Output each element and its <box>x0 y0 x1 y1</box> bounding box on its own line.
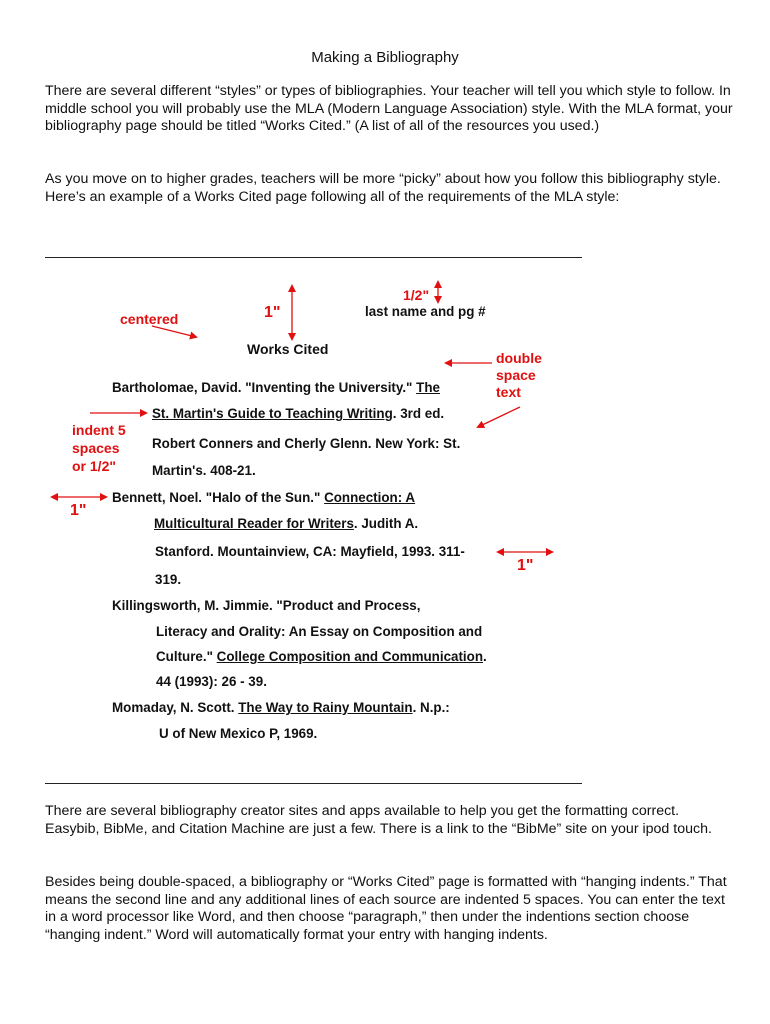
top-margin-annotation: 1" <box>264 304 281 321</box>
entry-1-line-3: Robert Conners and Cherly Glenn. New York: St. <box>152 436 461 451</box>
header-label: last name and pg # <box>365 304 486 319</box>
double-space-annotation-line-2: space <box>496 367 536 383</box>
intro-paragraph-2: As you move on to higher grades, teachers will be more “picky” about how you follow this bibliography style. Here’s an example of a Works Cited page following all of the requirements of the MLA style: <box>45 171 721 205</box>
entry-3-line-4: 44 (1993): 26 - 39. <box>156 674 267 689</box>
left-margin-annotation: 1" <box>70 502 87 519</box>
entry-2-line-2: Multicultural Reader for Writers. Judith A. <box>154 516 419 531</box>
centered-annotation: centered <box>120 311 179 327</box>
double-space-annotation-line-3: text <box>496 384 521 400</box>
entry-4-line-1: Momaday, N. Scott. The Way to Rainy Mountain. N.p.: <box>112 700 450 715</box>
closing-paragraph-1: There are several bibliography creator sites and apps available to help you get the formatting correct. Easybib, BibMe, and Citation Machine are just a few. There is a link to the “BibMe” site on your ipod touch. <box>45 803 712 837</box>
entry-3-line-3: Culture." College Composition and Communication. <box>156 649 487 664</box>
works-cited-heading: Works Cited <box>247 341 329 357</box>
document-title: Making a Bibliography <box>311 49 459 66</box>
entry-3-line-2: Literacy and Orality: An Essay on Composition and <box>156 624 483 639</box>
closing-paragraph-2: Besides being double-spaced, a bibliography or “Works Cited” page is formatted with “hanging indents.” That means the second line and any additional lines of each source are indented 5 spaces. You can enter the text in a word processor like Word, and then choose “paragraph,” then under the indentions section choose “hanging indent.” Word will automatically format your entry with hanging indents. <box>45 874 727 943</box>
indent-annotation-line-1: indent 5 <box>72 422 126 438</box>
header-margin-annotation: 1/2" <box>403 287 430 303</box>
right-margin-annotation: 1" <box>517 557 534 574</box>
entry-2-line-4: 319. <box>155 572 182 587</box>
double-space-annotation-line-1: double <box>496 350 542 366</box>
entry-4-line-2: U of New Mexico P, 1969. <box>159 726 318 741</box>
entry-1-line-2: St. Martin's Guide to Teaching Writing. 3rd ed. <box>152 406 445 421</box>
entry-1-line-4: Martin's. 408-21. <box>152 463 256 478</box>
entry-2-line-3: Stanford. Mountainview, CA: Mayfield, 1993. 311- <box>155 544 465 559</box>
indent-annotation-line-3: or 1/2" <box>72 458 116 474</box>
entry-2-line-1: Bennett, Noel. "Halo of the Sun." Connection: A <box>112 490 416 505</box>
centered-arrow <box>152 326 196 337</box>
entry-1-line-1: Bartholomae, David. "Inventing the University." The <box>112 380 440 395</box>
double-space-text-arrow <box>478 407 520 427</box>
example-bottom-rule <box>45 783 582 784</box>
indent-annotation-line-2: spaces <box>72 440 120 456</box>
intro-paragraph-1: There are several different “styles” or types of bibliographies. Your teacher will tell you which style to follow. In middle school you will probably use the MLA (Modern Language Association) style. With the MLA format, your bibliography page should be titled “Works Cited.” (A list of all of the resources you used.) <box>45 83 733 134</box>
entry-3-line-1: Killingsworth, M. Jimmie. "Product and Process, <box>112 598 421 613</box>
